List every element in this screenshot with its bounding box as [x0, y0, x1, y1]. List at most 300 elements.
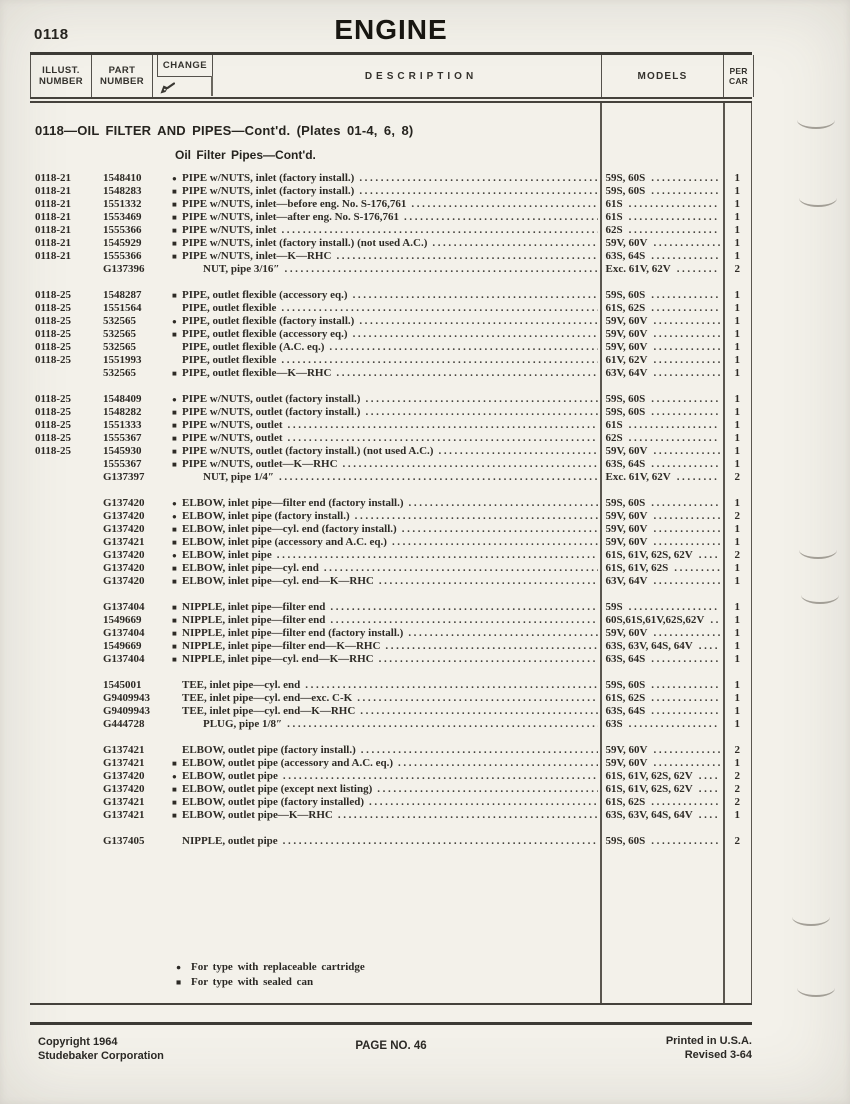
description-cell	[158, 601, 600, 614]
per-car-qty-cell: 1	[734, 198, 740, 210]
table-row	[30, 211, 752, 224]
models-cell	[600, 328, 723, 341]
page-section-code: 0118	[34, 26, 69, 43]
filter-type-marker-icon: ■	[172, 447, 177, 456]
models-cell	[600, 796, 723, 809]
dot-leader	[359, 172, 597, 185]
filter-type-marker-icon: ■	[172, 525, 177, 534]
table-row	[30, 224, 752, 237]
per-car-qty-cell: 1	[734, 614, 740, 626]
description-text: ELBOW, outlet pipe (factory installed)	[182, 796, 365, 808]
table-row	[30, 718, 752, 731]
models-dot-leader	[653, 328, 719, 341]
description-text: NIPPLE, inlet pipe—filter end	[182, 601, 326, 613]
table-row	[30, 640, 752, 653]
dot-leader	[377, 783, 597, 796]
models-dot-leader	[653, 744, 719, 757]
illust-number-cell	[30, 497, 95, 510]
models-cell	[600, 835, 723, 848]
dot-leader	[353, 289, 598, 302]
change-label-box: CHANGE	[157, 55, 213, 77]
description-cell	[158, 367, 600, 380]
row-group	[30, 393, 752, 484]
dot-leader	[277, 549, 598, 562]
models-cell	[600, 770, 723, 783]
row-group	[30, 497, 752, 588]
illust-number-cell: 0118-25	[35, 302, 72, 314]
models-text: 59S, 60S	[605, 406, 646, 418]
dot-leader	[283, 770, 598, 783]
models-cell	[600, 419, 723, 432]
description-cell	[158, 757, 600, 770]
models-dot-leader	[653, 575, 719, 588]
description-cell	[158, 653, 600, 666]
description-cell	[158, 445, 600, 458]
models-dot-leader	[699, 783, 720, 796]
col-header-part-number: PART NUMBER	[92, 55, 153, 97]
models-text: 61S, 61V, 62S, 62V	[605, 783, 693, 795]
illust-number-cell	[30, 679, 95, 692]
table-row	[30, 796, 752, 809]
table-row	[30, 653, 752, 666]
description-cell	[158, 510, 600, 523]
illust-number-cell	[30, 367, 95, 380]
models-text: 59V, 60V	[605, 445, 648, 457]
description-text: PIPE w/NUTS, outlet	[182, 419, 283, 431]
table-row	[30, 549, 752, 562]
models-cell	[600, 354, 723, 367]
models-dot-leader	[653, 627, 719, 640]
dot-leader	[288, 419, 598, 432]
models-text: 59V, 60V	[605, 757, 648, 769]
binder-hole-mark	[801, 586, 839, 604]
filter-type-marker-icon: ■	[172, 811, 177, 820]
models-cell	[600, 289, 723, 302]
per-car-qty-cell: 2	[734, 770, 740, 782]
per-car-qty-cell: 1	[734, 367, 740, 379]
part-number-cell: G9409943	[103, 692, 151, 704]
description-cell	[158, 744, 600, 757]
models-dot-leader	[653, 757, 719, 770]
models-dot-leader	[629, 601, 720, 614]
per-car-qty-cell: 1	[734, 328, 740, 340]
description-text: PIPE w/NUTS, outlet (factory install.) (not used A.C.)	[182, 445, 434, 457]
part-number-cell: G137405	[103, 835, 145, 847]
per-car-qty-cell: 1	[734, 224, 740, 236]
models-dot-leader	[653, 237, 719, 250]
per-car-qty-cell: 2	[734, 263, 740, 275]
description-text: PIPE, outlet flexible	[182, 302, 277, 314]
illust-number-cell	[30, 627, 95, 640]
per-car-qty-cell: 1	[734, 185, 740, 197]
models-dot-leader	[699, 640, 720, 653]
col-header-description: DESCRIPTION	[364, 70, 478, 82]
illust-number-cell: 0118-25	[35, 328, 72, 340]
per-car-qty-cell: 1	[734, 458, 740, 470]
description-text: ELBOW, inlet pipe (accessory and A.C. eq.)	[182, 536, 387, 548]
models-dot-leader	[651, 705, 719, 718]
illust-number-cell	[30, 458, 95, 471]
description-cell	[158, 809, 600, 822]
filter-type-marker-icon	[172, 705, 182, 718]
description-cell	[158, 354, 600, 367]
table-row	[30, 601, 752, 614]
description-text: PIPE w/NUTS, outlet (factory install.)	[182, 393, 361, 405]
models-cell	[600, 809, 723, 822]
description-cell	[158, 419, 600, 432]
description-text: TEE, inlet pipe—cyl. end	[182, 679, 301, 691]
filter-type-marker-icon	[172, 341, 182, 354]
part-number-cell: G9409943	[103, 705, 151, 717]
filter-type-marker-icon: ■	[172, 408, 177, 417]
illust-number-cell: 0118-21	[35, 250, 72, 262]
description-text: PIPE, outlet flexible	[182, 354, 277, 366]
filter-type-marker-icon	[172, 354, 182, 367]
models-text: 61S, 62S	[605, 692, 646, 704]
per-car-qty-cell: 1	[734, 679, 740, 691]
models-cell	[600, 523, 723, 536]
models-dot-leader	[651, 302, 719, 315]
dot-leader	[379, 575, 598, 588]
description-cell	[158, 172, 600, 185]
dot-leader	[360, 705, 597, 718]
pen-nib-icon	[160, 81, 175, 97]
table-row	[30, 406, 752, 419]
per-car-qty-cell: 1	[734, 497, 740, 509]
description-text: NIPPLE, inlet pipe—cyl. end—K—RHC	[182, 653, 374, 665]
per-car-qty-cell: 1	[734, 445, 740, 457]
per-car-qty-cell: 1	[734, 406, 740, 418]
description-text: ELBOW, outlet pipe	[182, 770, 278, 782]
description-text: PIPE w/NUTS, inlet—K—RHC	[182, 250, 332, 262]
models-cell	[600, 497, 723, 510]
illust-number-cell: 0118-25	[35, 315, 72, 327]
models-text: 61V, 62V	[605, 354, 648, 366]
dot-leader	[402, 523, 598, 536]
description-cell	[158, 497, 600, 510]
binder-hole-mark	[792, 908, 830, 926]
table-header	[30, 55, 754, 97]
models-dot-leader	[651, 692, 719, 705]
filter-type-marker-icon	[193, 471, 203, 484]
description-cell	[158, 692, 600, 705]
models-text: 63V, 64V	[605, 575, 648, 587]
per-car-qty-cell: 1	[734, 562, 740, 574]
models-cell	[600, 263, 723, 276]
models-text: 59V, 60V	[605, 744, 648, 756]
description-cell	[158, 705, 600, 718]
description-cell	[158, 328, 600, 341]
filter-type-marker-icon: ■	[172, 291, 177, 300]
illust-number-cell: 0118-25	[35, 432, 72, 444]
binder-hole-mark	[797, 979, 835, 997]
models-cell	[600, 692, 723, 705]
models-text: Exc. 61V, 62V	[605, 471, 671, 483]
models-text: 61S	[605, 211, 623, 223]
filter-type-marker-icon: ●	[172, 499, 177, 508]
description-cell	[158, 185, 600, 198]
models-dot-leader	[651, 172, 719, 185]
table-row	[30, 250, 752, 263]
table-row	[30, 679, 752, 692]
table-row	[30, 627, 752, 640]
filter-type-marker-icon: ■	[172, 421, 177, 430]
legend-marker-icon: ■	[176, 977, 182, 987]
filter-type-marker-icon: ■	[172, 187, 177, 196]
dot-leader	[385, 640, 597, 653]
table-row	[30, 315, 752, 328]
description-text: PIPE w/NUTS, inlet (factory install.)	[182, 172, 355, 184]
models-text: 59S	[605, 601, 623, 613]
dot-leader	[283, 835, 598, 848]
dot-leader	[411, 198, 597, 211]
models-text: 60S,61S,61V,62S,62V	[605, 614, 705, 626]
dot-leader	[281, 224, 597, 237]
models-cell	[600, 601, 723, 614]
description-cell	[158, 250, 600, 263]
description-cell	[158, 432, 600, 445]
models-cell	[600, 393, 723, 406]
models-dot-leader	[653, 523, 719, 536]
description-cell	[158, 718, 600, 731]
illust-number-cell	[30, 705, 95, 718]
description-text: PIPE, outlet flexible (A.C. eq.)	[182, 341, 325, 353]
filter-type-marker-icon: ■	[172, 226, 177, 235]
dot-leader	[324, 562, 598, 575]
part-number-cell: 1555366	[103, 250, 142, 262]
filter-type-marker-icon: ●	[172, 512, 177, 521]
models-dot-leader	[651, 653, 719, 666]
dot-leader	[330, 601, 597, 614]
part-number-cell: 1549669	[103, 640, 142, 652]
dot-leader	[379, 653, 598, 666]
dot-leader	[409, 497, 598, 510]
models-cell	[600, 445, 723, 458]
section-heading: 0118—OIL FILTER AND PIPES—Cont'd. (Plates 01-4, 6, 8)	[35, 123, 414, 138]
models-text: 63S, 64S	[605, 705, 646, 717]
legend-marker-icon: ●	[176, 962, 182, 972]
illust-number-cell: 0118-21	[35, 172, 72, 184]
description-cell	[158, 341, 600, 354]
section-subheading: Oil Filter Pipes—Cont'd.	[175, 148, 316, 162]
illust-number-cell	[30, 471, 95, 484]
description-text: PIPE w/NUTS, outlet—K—RHC	[182, 458, 338, 470]
part-number-cell: 1548282	[103, 406, 142, 418]
models-dot-leader	[651, 406, 719, 419]
models-cell	[600, 406, 723, 419]
illust-number-cell: 0118-25	[35, 289, 72, 301]
description-text: NIPPLE, inlet pipe—filter end—K—RHC	[182, 640, 381, 652]
description-text: PIPE, outlet flexible (accessory eq.)	[182, 289, 348, 301]
table-row	[30, 575, 752, 588]
table-row	[30, 432, 752, 445]
part-number-cell: G137420	[103, 523, 145, 535]
description-text: NIPPLE, outlet pipe	[182, 835, 278, 847]
description-text: PIPE w/NUTS, inlet (factory install.) (not used A.C.)	[182, 237, 428, 249]
legend	[176, 960, 365, 990]
per-car-qty-cell: 1	[734, 601, 740, 613]
part-number-cell: 532565	[103, 341, 136, 353]
per-car-qty-cell: 2	[734, 744, 740, 756]
models-dot-leader	[710, 614, 719, 627]
filter-type-marker-icon	[172, 692, 182, 705]
models-cell	[600, 640, 723, 653]
table-row	[30, 510, 752, 523]
part-number-cell: 1548410	[103, 172, 142, 184]
dot-leader	[365, 393, 597, 406]
description-text: PLUG, pipe 1/8″	[203, 718, 283, 730]
models-text: 59V, 60V	[605, 315, 648, 327]
part-number-cell: G137404	[103, 601, 145, 613]
printed-block: Printed in U.S.A. Revised 3-64	[665, 1035, 752, 1061]
illust-number-cell	[30, 744, 95, 757]
dot-leader	[357, 692, 597, 705]
models-text: 63V, 64V	[605, 367, 648, 379]
dot-leader	[279, 471, 598, 484]
models-text: 61S	[605, 198, 623, 210]
part-number-cell: G137420	[103, 575, 145, 587]
models-dot-leader	[653, 445, 719, 458]
per-car-qty-cell: 1	[734, 705, 740, 717]
dot-leader	[338, 809, 598, 822]
models-cell	[600, 510, 723, 523]
dot-leader	[336, 367, 597, 380]
per-car-qty-cell: 1	[734, 354, 740, 366]
models-text: 63S, 64S	[605, 653, 646, 665]
per-car-qty-cell: 1	[734, 640, 740, 652]
description-text: PIPE, outlet flexible (factory install.)	[182, 315, 355, 327]
illust-number-cell	[30, 601, 95, 614]
row-group	[30, 679, 752, 731]
models-text: 59V, 60V	[605, 536, 648, 548]
models-cell	[600, 458, 723, 471]
models-cell	[600, 302, 723, 315]
part-number-cell: G137397	[103, 471, 145, 483]
models-text: 63S, 63V, 64S, 64V	[605, 640, 693, 652]
filter-type-marker-icon: ■	[172, 252, 177, 261]
table-bottom-rule	[30, 1003, 752, 1005]
illust-number-cell	[30, 562, 95, 575]
part-number-cell: 1548283	[103, 185, 142, 197]
per-car-qty-cell: 1	[734, 653, 740, 665]
models-text: 59S, 60S	[605, 185, 646, 197]
table-row	[30, 237, 752, 250]
models-cell	[600, 536, 723, 549]
illust-number-cell: 0118-21	[35, 198, 72, 210]
dot-leader	[329, 341, 597, 354]
models-dot-leader	[677, 263, 720, 276]
models-text: 63S, 64S	[605, 250, 646, 262]
table-row	[30, 523, 752, 536]
illust-number-cell	[30, 770, 95, 783]
filter-type-marker-icon	[193, 718, 203, 731]
table-row	[30, 770, 752, 783]
part-number-cell: 532565	[103, 367, 136, 379]
part-number-cell: 532565	[103, 315, 136, 327]
per-car-qty-cell: 1	[734, 523, 740, 535]
models-cell	[600, 718, 723, 731]
part-number-cell: 1555366	[103, 224, 142, 236]
models-text: 59V, 60V	[605, 510, 648, 522]
table-row	[30, 367, 752, 380]
part-number-cell: 1549669	[103, 614, 142, 626]
row-group	[30, 835, 752, 848]
description-cell	[158, 679, 600, 692]
filter-type-marker-icon: ■	[172, 200, 177, 209]
per-car-qty-cell: 2	[734, 796, 740, 808]
models-dot-leader	[677, 471, 720, 484]
table-row	[30, 536, 752, 549]
part-number-cell: G137404	[103, 627, 145, 639]
row-group	[30, 172, 752, 276]
models-text: 62S	[605, 432, 623, 444]
per-car-qty-cell: 1	[734, 302, 740, 314]
description-cell	[158, 783, 600, 796]
filter-type-marker-icon	[172, 744, 182, 757]
filter-type-marker-icon: ■	[172, 616, 177, 625]
illust-number-cell	[30, 549, 95, 562]
dot-leader	[392, 536, 598, 549]
models-text: 59V, 60V	[605, 341, 648, 353]
description-text: PIPE w/NUTS, inlet—before eng. No. S-176,761	[182, 198, 407, 210]
filter-type-marker-icon: ■	[172, 213, 177, 222]
filter-type-marker-icon: ■	[172, 577, 177, 586]
dot-leader	[359, 185, 597, 198]
description-cell	[158, 796, 600, 809]
description-cell	[158, 198, 600, 211]
models-text: 59S, 60S	[605, 393, 646, 405]
legend-item	[176, 960, 365, 975]
dot-leader	[355, 510, 598, 523]
per-car-qty-cell: 1	[734, 211, 740, 223]
models-cell	[600, 562, 723, 575]
part-number-cell: 1545929	[103, 237, 142, 249]
description-text: ELBOW, outlet pipe (accessory and A.C. eq.)	[182, 757, 394, 769]
illust-number-cell: 0118-21	[35, 224, 72, 236]
description-text: PIPE, outlet flexible (accessory eq.)	[182, 328, 348, 340]
models-cell	[600, 237, 723, 250]
models-dot-leader	[651, 458, 719, 471]
models-text: 63S, 64S	[605, 458, 646, 470]
description-text: NIPPLE, inlet pipe—filter end (factory install.)	[182, 627, 404, 639]
copyright-block: Copyright 1964 Studebaker Corporation	[38, 1036, 164, 1062]
dot-leader	[343, 458, 598, 471]
filter-type-marker-icon: ■	[172, 434, 177, 443]
table-row	[30, 289, 752, 302]
per-car-qty-cell: 1	[734, 289, 740, 301]
table-row	[30, 835, 752, 848]
table-row	[30, 172, 752, 185]
models-text: Exc. 61V, 62V	[605, 263, 671, 275]
models-text: 59S, 60S	[605, 172, 646, 184]
dot-leader	[365, 406, 597, 419]
description-text: PIPE w/NUTS, inlet	[182, 224, 277, 236]
illust-number-cell	[30, 575, 95, 588]
dot-leader	[404, 211, 597, 224]
part-number-cell: 1551333	[103, 419, 142, 431]
models-cell	[600, 627, 723, 640]
dot-leader	[305, 679, 597, 692]
table-row	[30, 393, 752, 406]
per-car-qty-cell: 1	[734, 692, 740, 704]
table-row	[30, 809, 752, 822]
description-cell	[158, 263, 600, 276]
models-cell	[600, 185, 723, 198]
description-text: TEE, inlet pipe—cyl. end—K—RHC	[182, 705, 356, 717]
models-cell	[600, 198, 723, 211]
table-row	[30, 185, 752, 198]
illust-number-cell: 0118-25	[35, 393, 72, 405]
